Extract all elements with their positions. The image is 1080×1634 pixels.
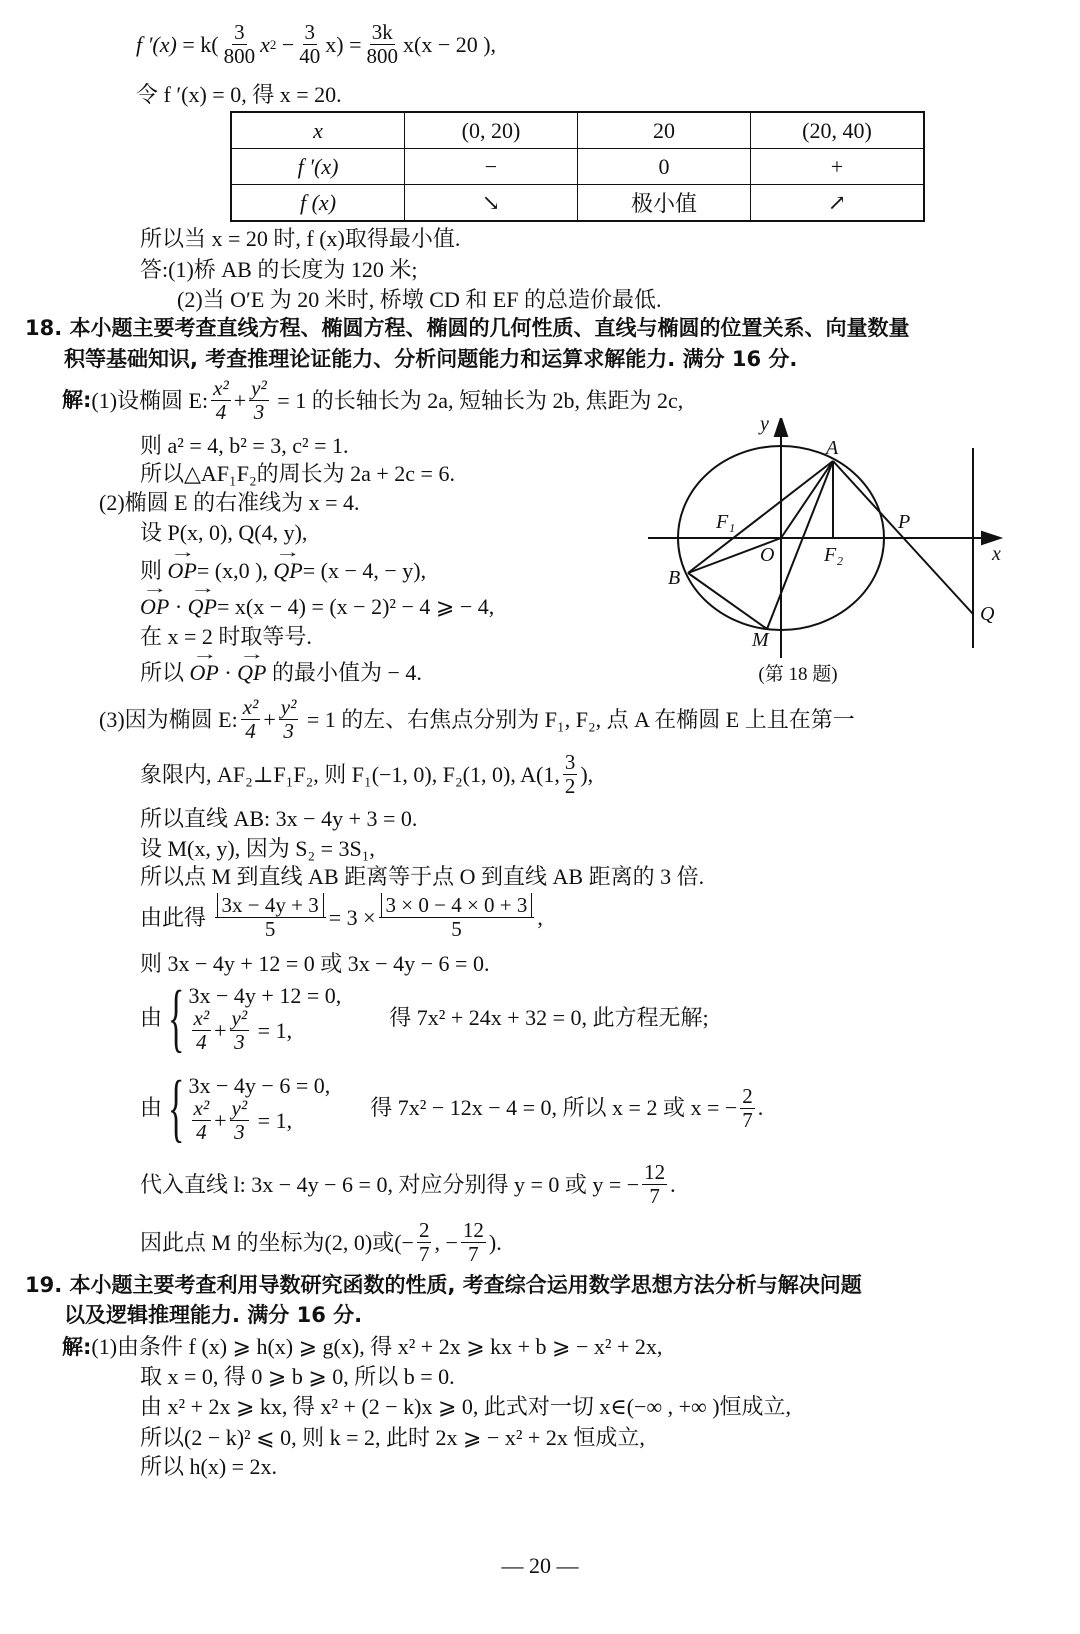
q18-part3-line4: 设 M(x, y), 因为 S₂ = 3S₁, (140, 836, 375, 861)
table-cell: 0 (578, 149, 751, 185)
increasing-arrow-icon: ↗ (751, 185, 925, 222)
svg-text:F₁: F₁ (716, 511, 736, 533)
y-axis-arrow-icon (775, 418, 787, 436)
table-row (231, 185, 924, 222)
table-cell: x (231, 112, 405, 149)
q18-system-2: 由 { 3x − 4y − 6 = 0, $\frac{\text{x²}}{4}$ + $\frac{\text{y²}}{3}$ = 1, 得 7x² − 12x − 4 = 0, 所以 x = 2 或 x = − $\frac{2}{7}$ . (140, 1066, 764, 1150)
table-cell: 极小值 (578, 185, 751, 222)
table-cell: − (405, 149, 578, 185)
q19-line1: 解:(1)由条件 f (x) ⩾ h(x) ⩾ g(x), 得 x² + 2x ⩾ kx + b ⩾ − x² + 2x, (62, 1334, 663, 1359)
q18-part3-line5: 所以点 M 到直线 AB 距离等于点 O 到直线 AB 距离的 3 倍. (140, 864, 705, 889)
fraction: $\frac{3}{40}$ (299, 20, 321, 68)
q18-part2-line4: → OP · → QP= x(x − 4) = (x − 2)² − 4 ⩾ − 4, (140, 596, 494, 618)
q18-part2-line2: 设 P(x, 0), Q(4, y), (140, 520, 308, 545)
solution-label: 解: (62, 1335, 92, 1359)
q18-part3-line2: 象限内, AF₂⊥F₁F₂, 则 F₁(−1, 0), F₂(1, 0), A(1, $\frac{3}{2}$ ), (140, 750, 594, 798)
q19-line4: 所以(2 − k)² ⩽ 0, 则 k = 2, 此时 2x ⩾ − x² + 2x 恒成立, (140, 1425, 645, 1450)
q18-part3-line8: 代入直线 l: 3x − 4y − 6 = 0, 对应分别得 y = 0 或 y = − $\frac{12}{7}$ . (140, 1160, 676, 1208)
table-row (231, 149, 924, 185)
q18-header-line2: 积等基础知识, 考查推理论证能力、分析问题能力和运算求解能力. 满分 16 分. (64, 347, 798, 371)
decreasing-arrow-icon: ↘ (405, 185, 578, 222)
answer-1: 答:(1)桥 AB 的长度为 120 米; (140, 257, 418, 282)
q18-part3-line3: 所以直线 AB: 3x − 4y + 3 = 0. (140, 806, 418, 831)
q18-part2-line3: 则 → OP= (x,0 ), → QP= (x − 4, − y), (140, 560, 426, 582)
q18-part3-line1: (3)因为椭圆 E: $\frac{\text{x²}}{4}$ + $\frac{\text{y²}}{3}$ = 1 的左、右焦点分别为 F₁, F₂, 点 A 在椭圆 E 上且在第一 (99, 695, 855, 743)
q19-header-line1: 19. 本小题主要考查利用导数研究函数的性质, 考查综合运用数学思想方法分析与解决问题 (25, 1273, 862, 1297)
table-cell: (20, 40) (751, 112, 925, 149)
q18-part3-line6: 由此得 $\frac{3x - 4y + 3}{5}$ = 3 × $\frac{3 \times 0 - 4 \times 0 + 3}{5}$ , (140, 893, 543, 941)
vector-op: → OP (168, 560, 197, 582)
svg-text:x: x (992, 543, 1001, 565)
svg-text:P: P (898, 511, 911, 533)
q19-line2: 取 x = 0, 得 0 ⩾ b ⩾ 0, 所以 b = 0. (140, 1364, 455, 1389)
table-row (231, 112, 924, 149)
left-brace-icon: { (168, 1066, 185, 1150)
figure-caption: (第 18 题) (758, 664, 838, 685)
q18-system-1: 由 { 3x − 4y + 12 = 0, $\frac{\text{x²}}{4}$ + $\frac{\text{y²}}{3}$ = 1, 得 7x² + 24x + 32 = 0, 此方程无解; (140, 976, 709, 1060)
svg-text:B: B (668, 567, 681, 589)
answer-2: (2)当 O′E 为 20 米时, 桥墩 CD 和 EF 的总造价最低. (177, 287, 662, 312)
q18-part2-line1: (2)椭圆 E 的右准线为 x = 4. (99, 490, 360, 515)
solution-label: 解: (62, 388, 92, 412)
q18-part2-line5: 在 x = 2 时取等号. (140, 624, 312, 649)
set-derivative-zero: 令 f ′(x) = 0, 得 x = 20. (136, 82, 342, 107)
derivative-lhs: f ′(x) (136, 31, 177, 57)
table-cell: f ′(x) (231, 149, 405, 185)
variation-table (230, 111, 925, 222)
q18-part1-line3: 所以△AF₁F₂的周长为 2a + 2c = 6. (140, 461, 455, 486)
svg-text:y: y (760, 418, 769, 435)
q18-part1-line1: 解: (1)设椭圆 E: $\frac{\text{x²}}{4}$ + $\frac{\text{y²}}{3}$ = 1 的长轴长为 2a, 短轴长为 2b, 焦距为 2c, (62, 376, 684, 424)
q18-part3-line9: 因此点 M 的坐标为(2, 0)或(− $\frac{2}{7}$ , − $\frac{12}{7}$ ). (140, 1218, 502, 1266)
table-cell: 20 (578, 112, 751, 149)
q18-part1-line2: 则 a² = 4, b² = 3, c² = 1. (140, 433, 349, 458)
svg-text:A: A (826, 437, 839, 459)
q19-line3: 由 x² + 2x ⩾ kx, 得 x² + (2 − k)x ⩾ 0, 此式对一切 x∈(−∞ , +∞ )恒成立, (140, 1394, 792, 1419)
svg-text:F₂: F₂ (824, 544, 844, 566)
fraction: $\frac{3k}{800}$ (366, 20, 398, 68)
left-brace-icon: { (168, 976, 185, 1060)
svg-text:O: O (760, 544, 775, 566)
q19-header-line2: 以及逻辑推理能力. 满分 16 分. (64, 1303, 363, 1327)
table-cell: + (751, 149, 925, 185)
ellipse-figure (648, 418, 1068, 688)
fraction: $\frac{3}{800}$ (223, 20, 256, 68)
svg-text:Q: Q (980, 603, 995, 625)
q18-part2-line6: 所以 → OP · → QP 的最小值为 − 4. (140, 662, 422, 684)
table-cell: f (x) (231, 185, 405, 222)
svg-text:M: M (752, 629, 769, 651)
table-cell: (0, 20) (405, 112, 578, 149)
q18-part3-line7: 则 3x − 4y + 12 = 0 或 3x − 4y − 6 = 0. (140, 951, 490, 976)
derivative-line: f ′(x) = k( $\frac{3}{800}$ x 2 − $\frac{3}{40}$ x) = $\frac{3k}{800}$ x(x − 20 ), (136, 20, 497, 68)
q18-header-line1: 18. 本小题主要考查直线方程、椭圆方程、椭圆的几何性质、直线与椭圆的位置关系、向量数量 (25, 316, 910, 340)
q19-line5: 所以 h(x) = 2x. (140, 1454, 278, 1479)
vector-qp: → QP (273, 560, 302, 582)
conclusion-text: 所以当 x = 20 时, f (x)取得最小值. (140, 226, 461, 251)
segment-BM (688, 573, 767, 629)
page-number: — 20 — (501, 1553, 579, 1578)
